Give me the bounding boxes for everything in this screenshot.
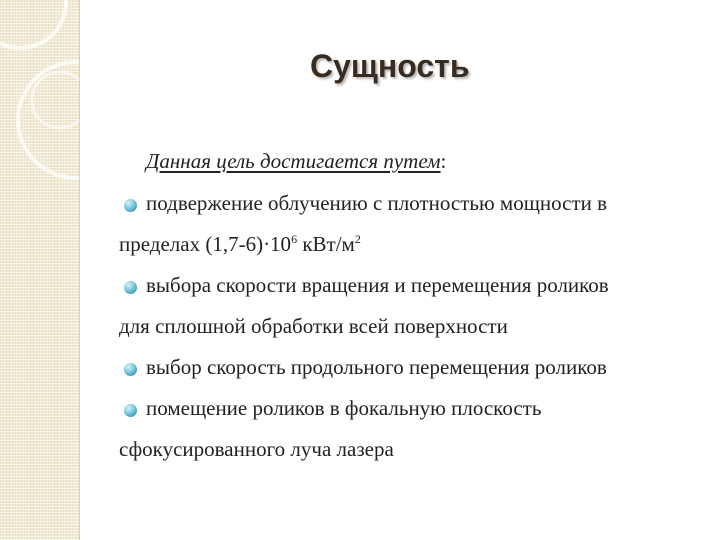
list-item-1-line1: подвержение облучению с плотностью мощности в bbox=[146, 191, 608, 215]
list-item-2-line2: для сплошной обработки всей поверхности bbox=[119, 314, 508, 338]
slide-title: Сущность bbox=[310, 48, 470, 84]
decorative-circles-icon bbox=[0, 0, 79, 540]
intro-colon: : bbox=[440, 149, 447, 173]
exponent-6: 6 bbox=[291, 232, 298, 246]
unit-text: кВт/м bbox=[297, 232, 355, 256]
list-item-4-line2: сфокусированного луча лазера bbox=[119, 437, 394, 461]
list-item-3-line1: выбор скорость продольного перемещения роликов bbox=[146, 355, 607, 379]
exponent-2: 2 bbox=[354, 232, 361, 246]
decorative-side-strip bbox=[0, 0, 80, 540]
bullet-icon bbox=[124, 404, 137, 417]
list-item-1-line2 bbox=[119, 232, 361, 257]
bullet-icon bbox=[124, 199, 137, 212]
intro-text bbox=[146, 149, 446, 174]
list-item-4-line1: помещение роликов в фокальную плоскость bbox=[146, 396, 542, 420]
list-item-1-text: пределах (1,7-6)·10 bbox=[119, 232, 292, 256]
bullet-icon bbox=[124, 281, 137, 294]
list-item-2-line1: выбора скорости вращения и перемещения роликов bbox=[146, 273, 609, 297]
bullet-icon bbox=[124, 363, 137, 376]
intro-italic: Данная цель достигается путем bbox=[146, 149, 441, 173]
